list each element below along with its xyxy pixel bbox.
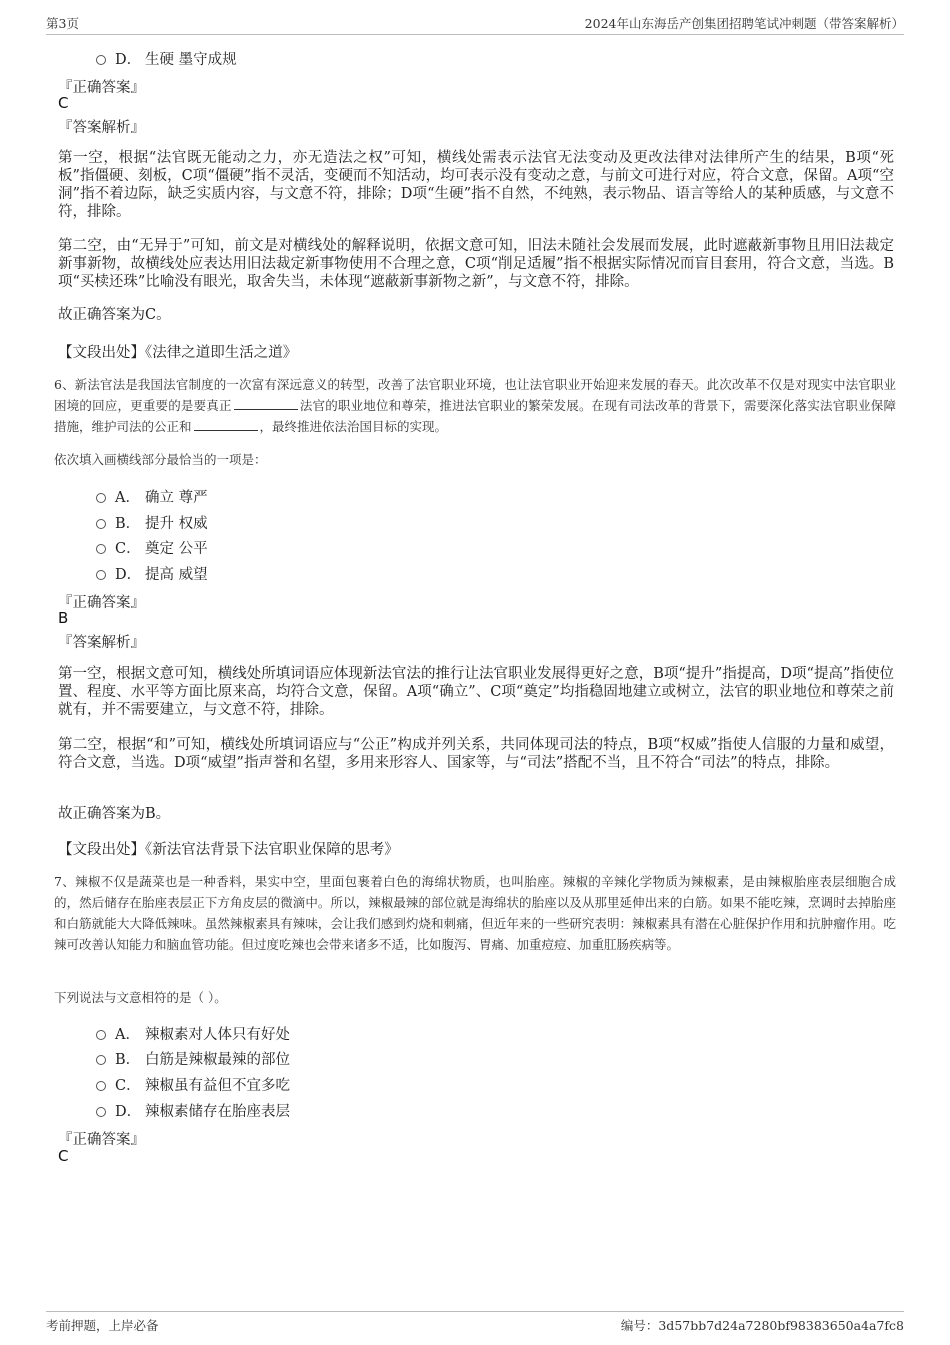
q6-answer-label: 『正确答案』 (58, 595, 145, 611)
radio-icon[interactable] (96, 55, 106, 65)
q6-stem: 6、新法官法是我国法官制度的一次富有深远意义的转型，改善了法官职业环境，也让法官职业开始迎来发展的春天。此次改革不仅是对现实中法官职业困境的回应，更重要的是要真正 法官的职业地位和尊荣，推进法官职业的繁荣发展。在现有司法改革的背景下，需要深化落实法官职业保障措施，维护司法的公正和 ，最终推进依法治国目标的实现。 (54, 377, 896, 434)
radio-icon[interactable] (96, 570, 106, 580)
footer-slogan: 考前押题，上岸必备 (46, 1318, 159, 1333)
q7-stem: 7、辣椒不仅是蔬菜也是一种香料，果实中空，里面包裹着白色的海绵状物质，也叫胎座。辣椒的辛辣化学物质为辣椒素，是由辣椒胎座表层细胞合成的，然后储存在胎座表层正下方角皮层的微滴中。所以，辣椒最辣的部位就是海绵状的胎座以及从那里延伸出来的白筋。如果不能吃辣，烹调时去掉胎座和白筋就能大大降低辣味。虽然辣椒素具有辣味，会让我们感到灼烧和刺痛，但近年来的一些研究表明：辣椒素具有潜在心脏保护作用和抗肿瘤作用。吃辣可改善认知能力和脑血管功能。但过度吃辣也会带来诸多不适，比如腹泻、胃痛、加重痘痘、加重肛肠疾病等。 (54, 874, 896, 952)
q7-answer-label: 『正确答案』 (58, 1132, 145, 1148)
page-footer (46, 1311, 904, 1334)
q6-option-c[interactable]: C． 奠定 公平 (96, 537, 208, 558)
q6-analysis-p2: 第二空，根据“和”可知，横线处所填词语应与“公正”构成并列关系，共同体现司法的特点，B项“权威”指使人信服的力量和威望，符合文意，当选。D项“威望”指声誉和名望，多用来形容人、国家等，与“司法”搭配不当，且不符合“司法”的特点，排除。 (58, 737, 894, 771)
radio-icon[interactable] (96, 1107, 106, 1117)
q6-analysis-conclusion: 故正确答案为B。 (58, 806, 171, 822)
q5-analysis-p2: 第二空，由“无异于”可知，前文是对横线处的解释说明，依据文意可知，旧法未随社会发展而发展，此时遮蔽新事物且用旧法裁定新事新物，故横线处应表达用旧法裁定新事物使用不合理之意，C项“削足适履”指不根据实际情况而盲目套用，符合文意，当选。B项“买椟还珠”比喻没有眼光，取舍失当，未体现“遮蔽新事新物之新”，与文意不符，排除。 (58, 238, 894, 290)
q7-option-a[interactable]: A． 辣椒素对人体只有好处 (96, 1023, 290, 1044)
document-code: 编号：3d57bb7d24a7280bf98383650a4a7fc8 (620, 1318, 904, 1333)
q7-option-c[interactable]: C． 辣椒虽有益但不宜多吃 (96, 1074, 290, 1095)
blank-1 (234, 397, 298, 410)
q6-answer: B (58, 609, 69, 627)
radio-icon[interactable] (96, 493, 106, 503)
q5-analysis-conclusion: 故正确答案为C。 (58, 307, 171, 323)
q6-option-d[interactable]: D． 提高 威望 (96, 563, 208, 584)
page-number: 第3页 (46, 16, 79, 31)
q7-option-b[interactable]: B． 白筋是辣椒最辣的部位 (96, 1048, 290, 1069)
page-header (46, 14, 904, 35)
q5-answer-label: 『正确答案』 (58, 80, 145, 96)
q6-option-b[interactable]: B． 提升 权威 (96, 512, 208, 533)
q5-analysis-p1: 第一空，根据“法官既无能动之力，亦无造法之权”可知，横线处需表示法官无法变动及更改法律对法律所产生的结果，B项“死板”指僵硬、刻板，C项“僵硬”指不灵活，变硬而不知活动，均可表示没有变动之意，与前文可进行对应，符合文意，保留。A项“空洞”指不着边际，缺乏实质内容，与文意不符，排除；D项“生硬”指不自然，不纯熟，表示物品、语言等给人的某种质感，与文意不符，排除。 (58, 150, 894, 220)
q6-option-a[interactable]: A． 确立 尊严 (96, 486, 208, 507)
q5-analysis-label: 『答案解析』 (58, 120, 145, 136)
q6-source: 【文段出处】《新法官法背景下法官职业保障的思考》 (58, 842, 399, 858)
q5-source: 【文段出处】《法律之道即生活之道》 (58, 345, 298, 361)
q6-prompt: 依次填入画横线部分最恰当的一项是： (54, 452, 267, 467)
radio-icon[interactable] (96, 1055, 106, 1065)
q7-option-d[interactable]: D． 辣椒素储存在胎座表层 (96, 1100, 290, 1121)
q5-option-d[interactable]: D． 生硬 墨守成规 (96, 48, 237, 69)
radio-icon[interactable] (96, 1081, 106, 1091)
q5-answer: C (58, 94, 69, 112)
document-title: 2024年山东海岳产创集团招聘笔试冲刺题（带答案解析） (584, 16, 904, 31)
q7-answer: C (58, 1147, 69, 1165)
radio-icon[interactable] (96, 544, 106, 554)
radio-icon[interactable] (96, 519, 106, 529)
q6-analysis-label: 『答案解析』 (58, 635, 145, 651)
radio-icon[interactable] (96, 1030, 106, 1040)
q6-analysis-p1: 第一空，根据文意可知，横线处所填词语应体现新法官法的推行让法官职业发展得更好之意，B项“提升”指提高，D项“提高”指使位置、程度、水平等方面比原来高，均符合文意，保留。A项“确立”、C项“奠定”均指稳固地建立或树立，法官的职业地位和尊荣之前就有，并不需要建立，与文意不符，排除。 (58, 666, 894, 718)
blank-2 (194, 418, 258, 431)
q7-prompt: 下列说法与文意相符的是（ ）。 (54, 990, 227, 1005)
